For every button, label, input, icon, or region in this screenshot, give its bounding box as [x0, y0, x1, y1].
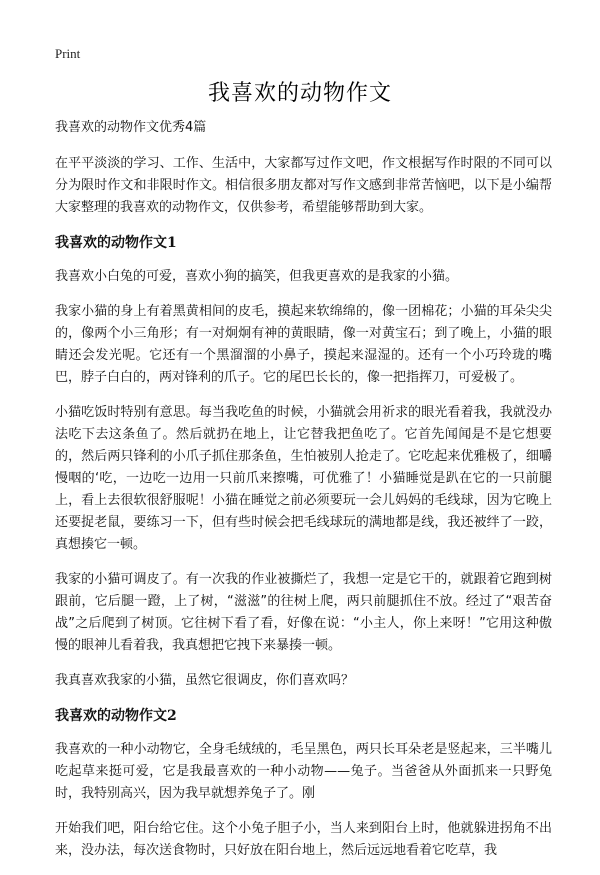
- document-subtitle: 我喜欢的动物作文优秀4篇: [55, 120, 207, 135]
- intro-paragraph: 在平平淡淡的学习、工作、生活中，大家都写过作文吧，作文根据写作时限的不同可以分为限时作文和非限时作文。相信很多朋友都对写作文感到非常苦恼吧，以下是小编帮大家整理的我喜欢的动物作文，仅供参考，希望能够帮助到大家。: [55, 156, 552, 215]
- section-heading: 我喜欢的动物作文1: [55, 235, 177, 251]
- paragraph: 我真喜欢我家的小猫，虽然它很调皮，你们喜欢吗？: [55, 673, 355, 688]
- paragraph: 开始我们吧，阳台给它住。这个小兔子胆子小，当人来到阳台上时，他就躲进拐角不出来，没办法，每次送食物时，只好放在阳台地上，然后远远地看着它吃草，我: [55, 821, 552, 858]
- paragraph: 我喜欢的一种小动物它，全身毛绒绒的，毛呈黑色，两只长耳朵老是竖起来，三半嘴儿吃起草来挺可爱，它是我最喜欢的一种小动物——兔子。当爸爸从外面抓来一只野兔时，我特别高兴，因为我早就想养兔子了。刚: [55, 742, 552, 801]
- paragraph: 我家小猫的身上有着黑黄相间的皮毛，摸起来软绵绵的，像一团棉花；小猫的耳朵尖尖的，像两个小三角形；有一对炯炯有神的黄眼睛，像一对黄宝石；到了晚上，小猫的眼睛还会发光呢。它还有一个黑溜溜的小鼻子，摸起来湿湿的。还有一个小巧玲珑的嘴巴，脖子白白的，两对锋利的爪子。它的尾巴长长的，像一把指挥刀，可爱极了。: [55, 304, 552, 385]
- paragraph: 我喜欢小白兔的可爱，喜欢小狗的搞笑，但我更喜欢的是我家的小猫。: [55, 269, 459, 284]
- paragraph: 小猫吃饭时特别有意思。每当我吃鱼的时候，小猫就会用祈求的眼光看着我，我就没办法吃下去这条鱼了。然后就扔在地上，让它替我把鱼吃了。它首先闻闻是不是它想要的，然后两只锋利的小爪子抓住那条鱼，生怕被别人抢走了。它吃起来优雅极了，细嚼慢咽的‘吃，一边吃一边用一只前爪来擦嘴，可优雅了！小猫睡觉是趴在它的一只前腿上，看上去很软很舒服呢！小猫在睡觉之前必须要玩一会儿妈妈的毛线球，因为它晚上还要捉老鼠，要练习一下，但有些时候会把毛线球玩的满地都是线，我还被绊了一跤，真想揍它一顿。: [55, 405, 552, 552]
- section-heading: 我喜欢的动物作文2: [55, 708, 177, 724]
- document-title: 我喜欢的动物作文: [207, 81, 392, 106]
- paragraph: 我家的小猫可调皮了。有一次我的作业被撕烂了，我想一定是它干的，就跟着它跑到树跟前，它后腿一蹬，上了树，“滋滋”的往树上爬，两只前腿抓住不放。经过了“艰苦奋战”之后爬到了树顶。它往树下看了看，好像在说：“小主人，你上来呀！”它用这种傲慢的眼神儿看着我，我真想把它拽下来暴揍一顿。: [55, 572, 552, 653]
- document-body: [55, 117, 552, 875]
- print-link[interactable]: Print: [55, 46, 81, 61]
